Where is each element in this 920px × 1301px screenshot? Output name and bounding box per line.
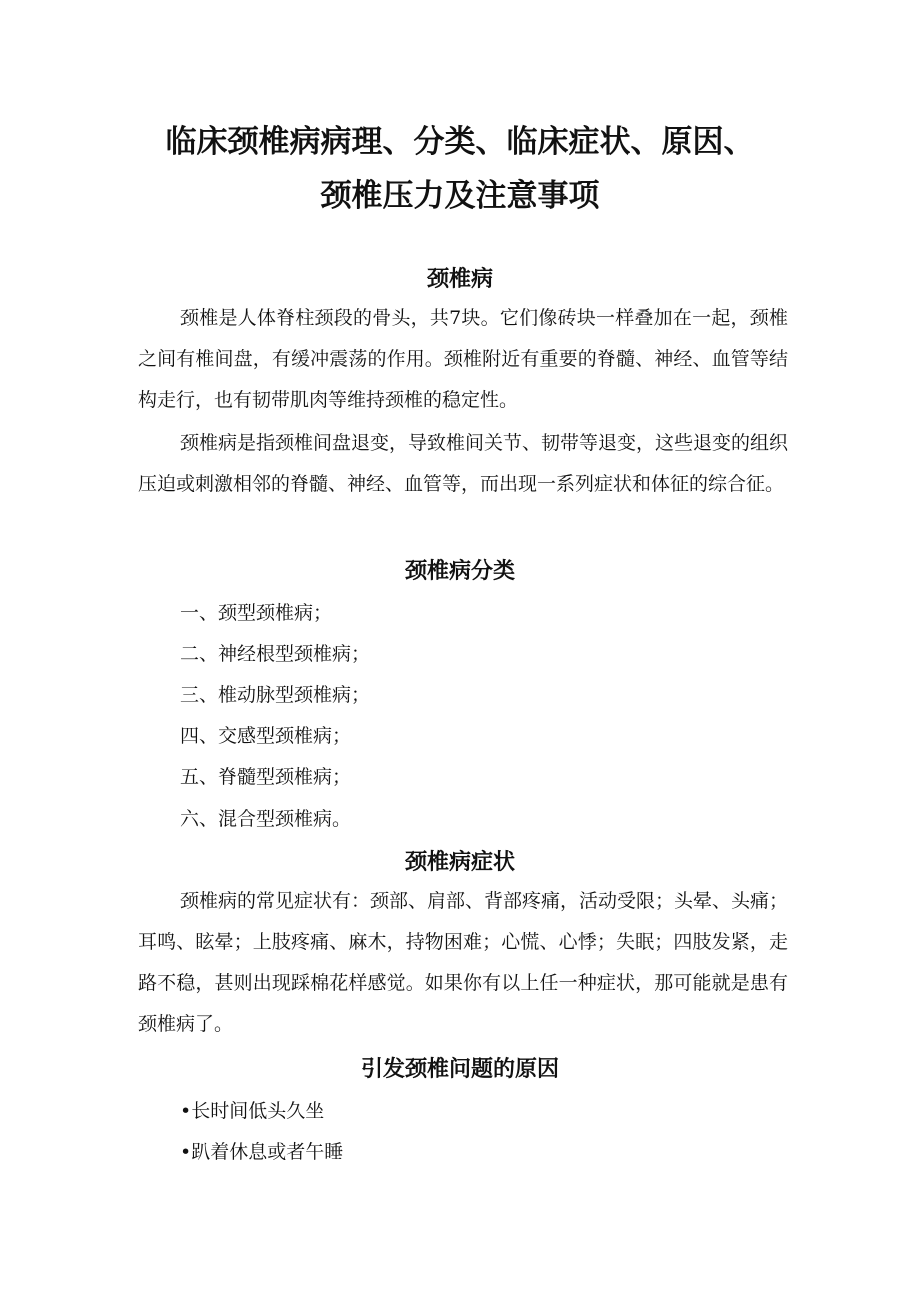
classification-item: 一、颈型颈椎病；	[180, 602, 333, 624]
intro-paragraph-1: 颈椎是人体脊柱颈段的骨头，共7块。它们像砖块一样叠加在一起，颈椎之间有椎间盘，有缓冲震荡的作用。颈椎附近有重要的脊髓、神经、血管等结构走行，也有韧带肌肉等维持颈椎的稳定性。	[138, 307, 788, 411]
cause-item: •长时间低头久坐	[180, 1100, 325, 1122]
classification-item: 五、脊髓型颈椎病；	[180, 766, 352, 788]
intro-paragraph-2: 颈椎病是指颈椎间盘退变，导致椎间关节、韧带等退变，这些退变的组织压迫或刺激相邻的脊髓、神经、血管等，而出现一系列症状和体征的综合征。	[138, 432, 789, 495]
section-heading-causes: 引发颈椎问题的原因	[360, 1057, 559, 1082]
section-heading-intro: 颈椎病	[426, 267, 493, 292]
classification-item: 三、椎动脉型颈椎病；	[180, 684, 371, 706]
document-title-line-1: 临床颈椎病病理、分类、临床症状、原因、	[165, 124, 755, 160]
classification-item: 六、混合型颈椎病。	[180, 808, 352, 830]
document-title-line-2: 颈椎压力及注意事项	[320, 178, 600, 214]
section-heading-symptoms: 颈椎病症状	[404, 850, 515, 875]
classification-item: 二、神经根型颈椎病；	[180, 643, 371, 665]
section-heading-classification: 颈椎病分类	[404, 559, 515, 584]
cause-item: •趴着休息或者午睡	[180, 1141, 344, 1163]
classification-item: 四、交感型颈椎病；	[180, 725, 352, 747]
symptoms-paragraph: 颈椎病的常见症状有：颈部、肩部、背部疼痛，活动受限；头晕、头痛；耳鸣、眩晕；上肢疼痛、麻木，持物困难；心慌、心悸；失眠；四肢发紧，走路不稳，甚则出现踩棉花样感觉。如果你有以上任一种症状，那可能就是患有颈椎病了。	[138, 890, 789, 1035]
